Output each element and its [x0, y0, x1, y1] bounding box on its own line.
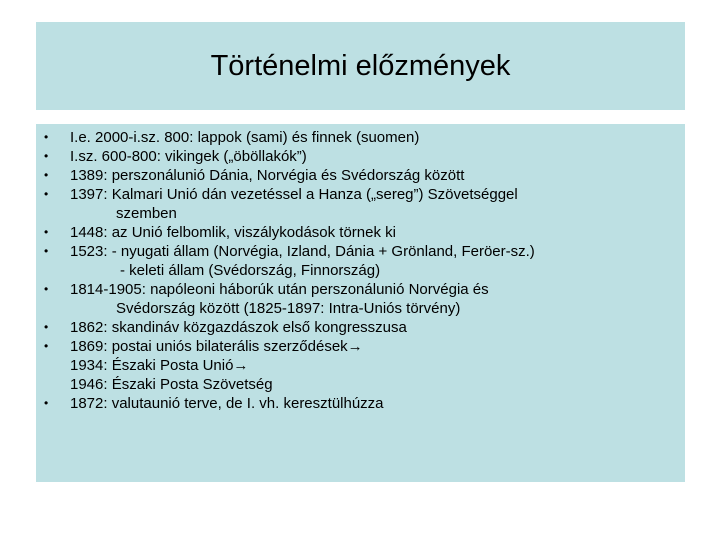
list-item [36, 185, 685, 223]
list-item-text: I.e. 2000-i.sz. 800: lappok (sami) és finnek (suomen) [70, 129, 420, 146]
list-item-text: 1389: perszonálunió Dánia, Norvégia és Svédország között [70, 167, 465, 184]
bullet-icon: • [44, 130, 49, 144]
list-item [36, 166, 685, 185]
list-item-text: 1869: postai uniós bilaterális szerződések→ [70, 338, 363, 355]
bullet-icon: • [44, 339, 49, 353]
bullet-icon: • [44, 396, 49, 410]
list-item-text: 1397: Kalmari Unió dán vezetéssel a Hanza („sereg”) Szövetséggel [70, 186, 518, 203]
list-item-text: 1872: valutaunió terve, de I. vh. keresztülhúzza [70, 395, 384, 412]
list-item-text: 1934: Északi Posta Unió→ [70, 357, 249, 374]
bullet-icon: • [44, 225, 49, 239]
list-item [36, 128, 685, 147]
list-item [36, 280, 685, 318]
list-item-continuation: - keleti állam (Svédország, Finnország) [120, 262, 381, 279]
bullet-icon: • [44, 282, 49, 296]
bullet-list [36, 128, 685, 413]
bullet-icon: • [44, 168, 49, 182]
list-item-text: 1946: Északi Posta Szövetség [70, 376, 273, 393]
list-item [36, 318, 685, 337]
list-item [36, 147, 685, 166]
bullet-icon: • [44, 187, 49, 201]
bullet-icon: • [44, 244, 49, 258]
list-item-continuation: szemben [116, 205, 177, 222]
bullet-icon: • [44, 320, 49, 334]
list-item [36, 242, 685, 280]
list-item [36, 394, 685, 413]
list-item-text: 1448: az Unió felbomlik, viszálykodások törnek ki [70, 224, 396, 241]
title-panel [36, 22, 685, 110]
list-item [36, 375, 685, 394]
list-item-text: 1523: - nyugati állam (Norvégia, Izland, Dánia + Grönland, Feröer-sz.) [70, 243, 535, 260]
slide-title: Történelmi előzmények [210, 49, 511, 82]
list-item-text: I.sz. 600-800: vikingek („öböllakók”) [70, 148, 307, 165]
bullet-icon: • [44, 149, 49, 163]
list-item-text: 1814-1905: napóleoni háborúk után perszonálunió Norvégia és [70, 281, 489, 298]
list-item-continuation: Svédország között (1825-1897: Intra-Uniós törvény) [116, 300, 461, 317]
list-item-text: 1862: skandináv közgazdászok első kongresszusa [70, 319, 407, 336]
content-panel [36, 124, 685, 482]
list-item [36, 337, 685, 356]
list-item [36, 356, 685, 375]
list-item [36, 223, 685, 242]
